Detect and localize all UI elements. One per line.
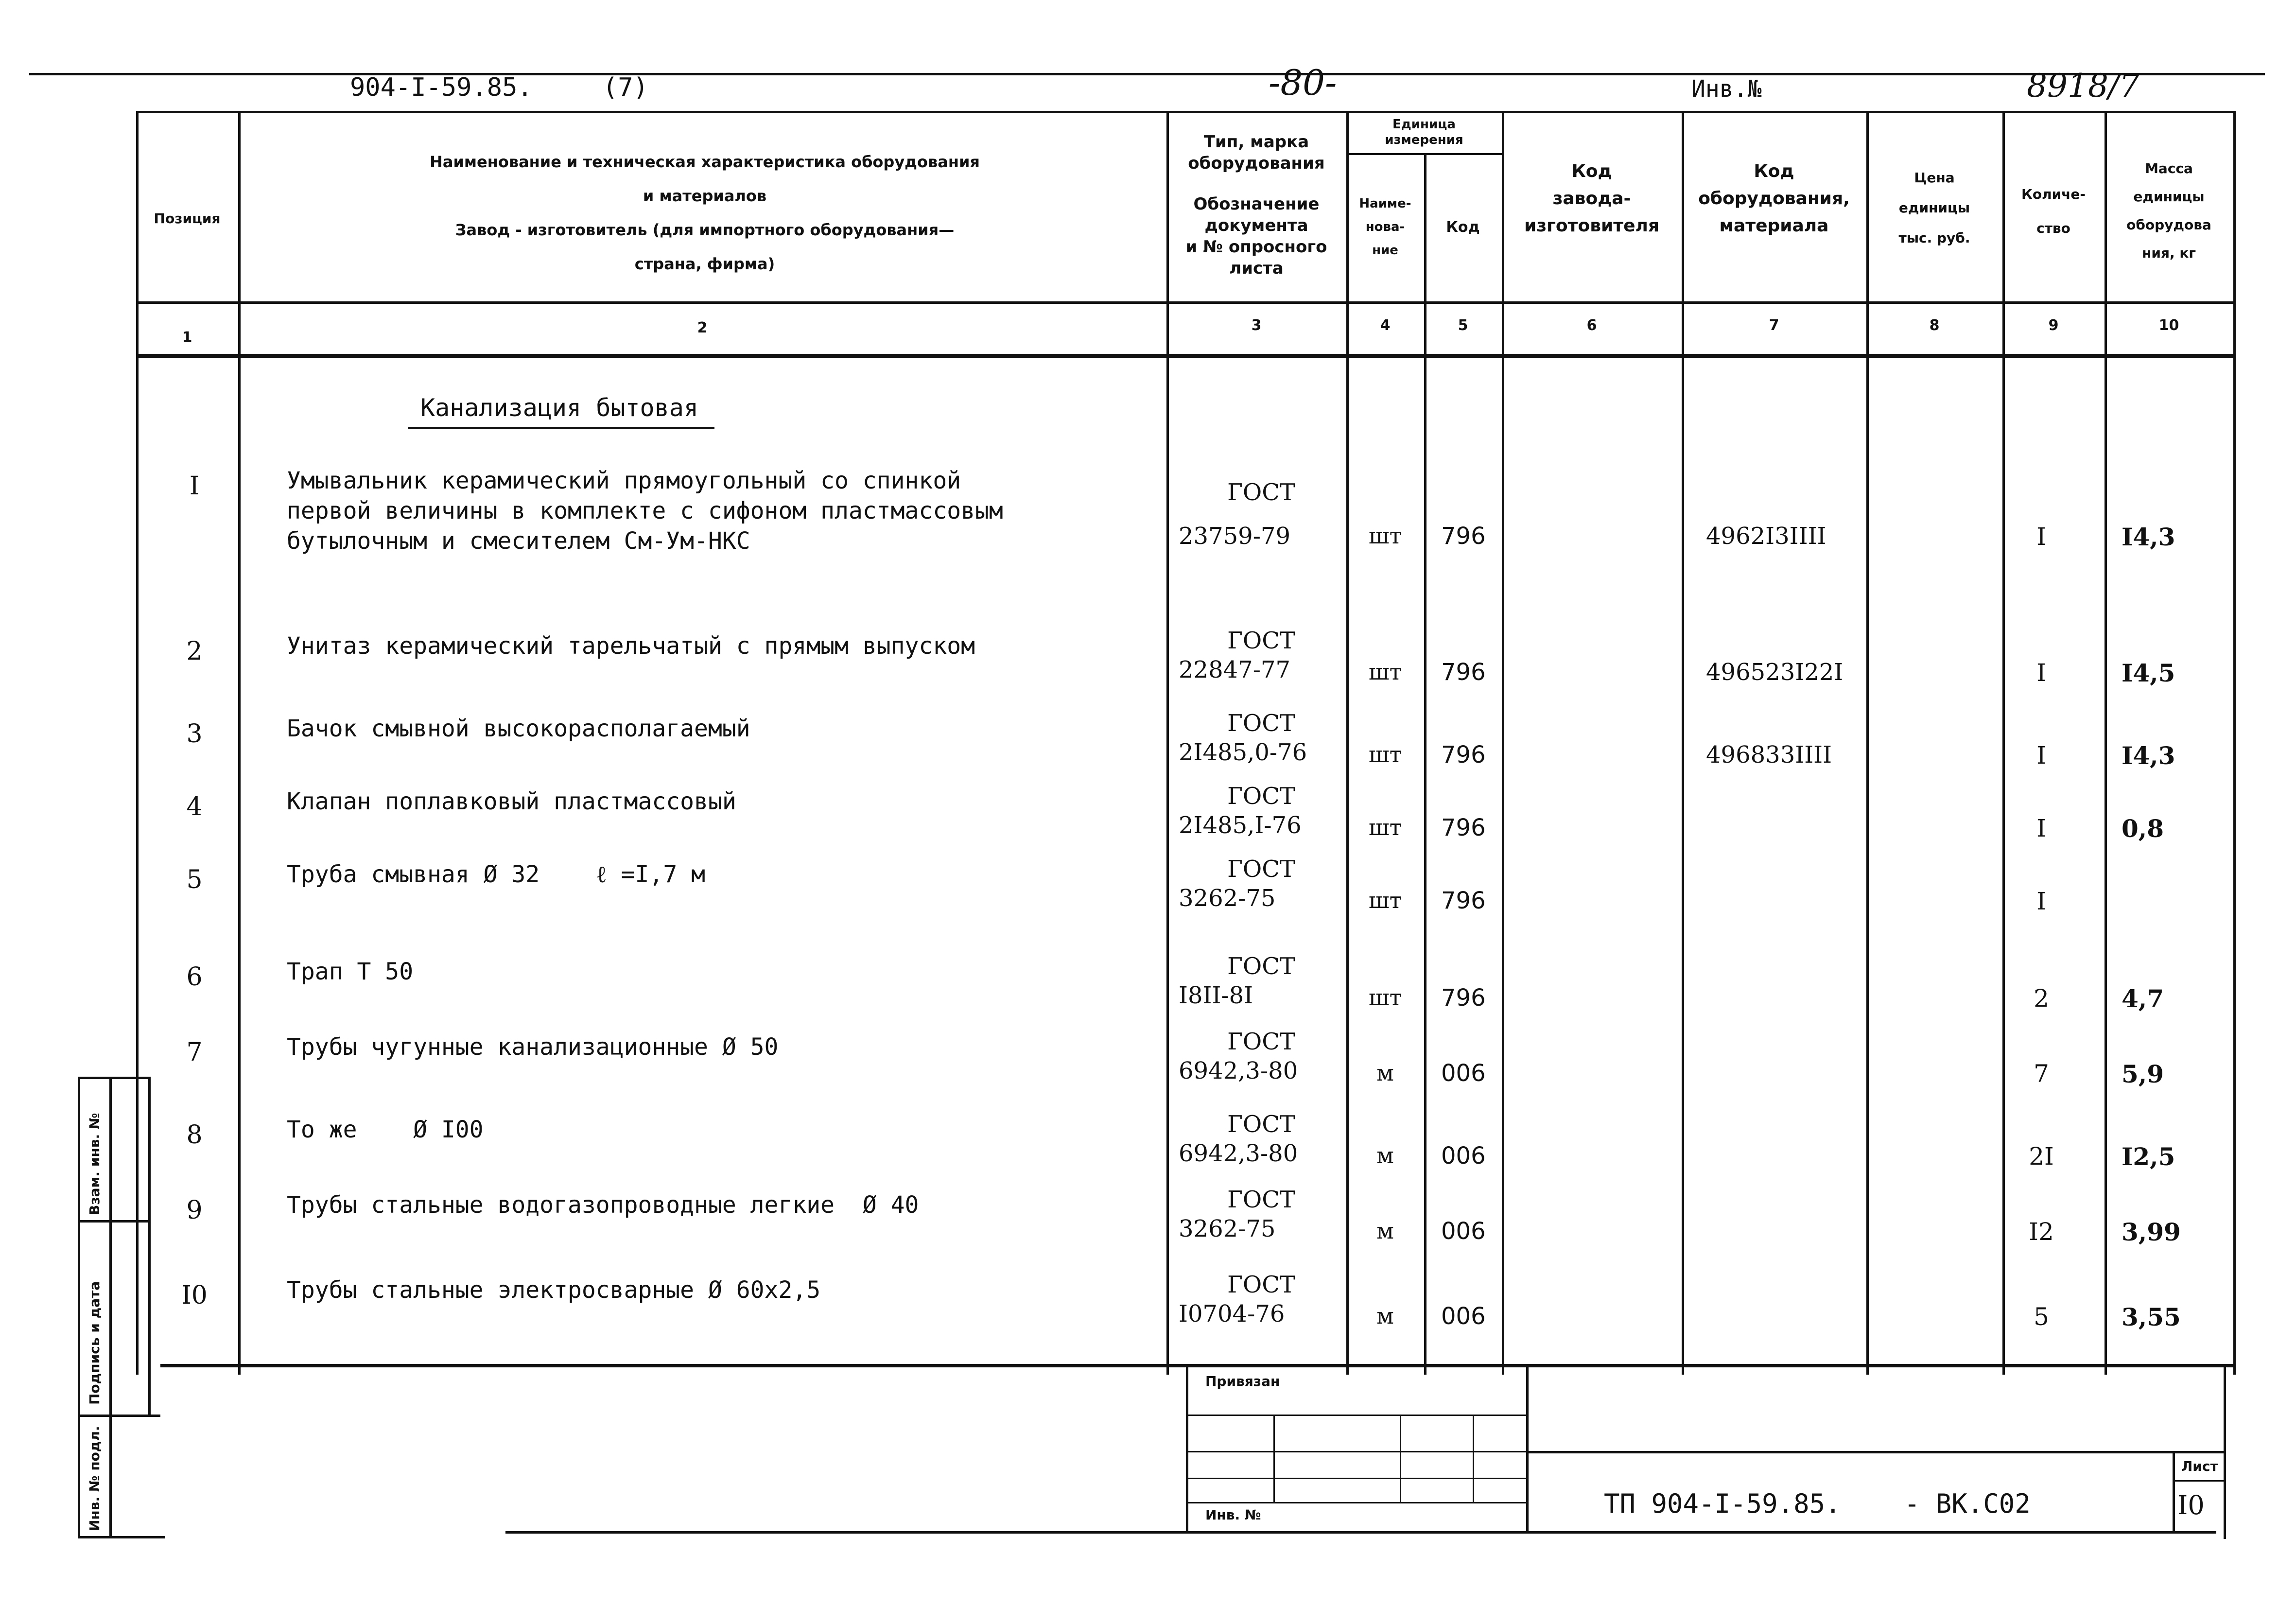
- row-doc-type: ГОСТ: [1227, 1271, 1295, 1298]
- row-unit-code: 006: [1441, 1218, 1486, 1245]
- column-number: 2: [697, 319, 708, 336]
- row-doc-number: 2I485,I-76: [1179, 812, 1302, 839]
- stamp-vzam-inv: Взам. инв. №: [87, 1113, 103, 1215]
- row-equipment-code: 496833IIII: [1706, 741, 1832, 769]
- row-unit: шт: [1368, 984, 1402, 1011]
- header-position: Позиция: [154, 210, 221, 227]
- header-quantity: Количе- ство: [2021, 186, 2086, 236]
- column-number: 4: [1380, 317, 1391, 334]
- row-doc-number: I0704-76: [1179, 1300, 1285, 1328]
- row-doc-type: ГОСТ: [1227, 856, 1295, 883]
- row-unit-code: 796: [1441, 984, 1486, 1012]
- header-name: Наименование и техническая характеристика оборудования и материалов Завод - изготовитель (для импортного оборудования— страна, фирма): [430, 153, 980, 273]
- row-doc-number: 23759-79: [1179, 523, 1290, 550]
- row-mass: 3,55: [2122, 1303, 2181, 1331]
- column-number: 8: [1929, 317, 1940, 334]
- row-doc-type: ГОСТ: [1227, 710, 1295, 737]
- header-unit-name: Наиме- нова- ние: [1359, 196, 1411, 258]
- row-name: Трап Т 50: [287, 958, 414, 985]
- row-position: 7: [186, 1038, 203, 1067]
- column-number: 5: [1458, 317, 1468, 334]
- row-unit-code: 006: [1441, 1142, 1486, 1170]
- row-name: Унитаз керамический тарельчатый с прямым выпуском: [287, 632, 975, 660]
- column-number: 10: [2158, 317, 2179, 334]
- row-unit-code: 006: [1441, 1060, 1486, 1087]
- row-quantity: I: [2036, 887, 2046, 915]
- stamp-inv-podl: Инв. № подл.: [87, 1426, 103, 1531]
- inv-value: 8918/7: [2027, 67, 2140, 105]
- row-name: Трубы стальные электросварные Ø 60х2,5: [287, 1276, 821, 1304]
- row-unit: шт: [1368, 659, 1402, 685]
- inv-label: Инв.№: [1691, 75, 1762, 103]
- row-position: 9: [186, 1196, 203, 1225]
- row-doc-type: ГОСТ: [1227, 953, 1295, 980]
- row-name: Бачок смывной высокорасполагаемый: [287, 715, 750, 742]
- row-quantity: I: [2036, 659, 2046, 687]
- row-name: Клапан поплавковый пластмассовый: [287, 788, 736, 815]
- row-equipment-code: 4962I3IIII: [1706, 523, 1826, 550]
- row-unit-code: 796: [1441, 887, 1486, 914]
- row-unit: шт: [1368, 887, 1402, 913]
- row-position: 2: [186, 637, 203, 666]
- row-mass: I4,5: [2122, 659, 2175, 687]
- row-unit: шт: [1368, 814, 1402, 840]
- row-name: То же Ø I00: [287, 1116, 484, 1143]
- row-name: Трубы чугунные канализационные Ø 50: [287, 1033, 779, 1061]
- row-position: 3: [186, 719, 203, 749]
- header-plant-code: Код завода- изготовителя: [1524, 161, 1660, 236]
- row-unit: м: [1376, 1303, 1394, 1329]
- row-quantity: 5: [2034, 1303, 2049, 1331]
- part-number: (7): [603, 73, 648, 102]
- inv-no-label: Инв. №: [1205, 1507, 1261, 1523]
- row-unit: шт: [1368, 741, 1402, 768]
- column-number: 6: [1586, 317, 1597, 334]
- row-doc-number: 2I485,0-76: [1179, 739, 1307, 766]
- row-mass: I4,3: [2122, 741, 2175, 770]
- row-quantity: I2: [2029, 1218, 2054, 1246]
- row-doc-number: 6942,3-80: [1179, 1140, 1298, 1167]
- row-doc-type: ГОСТ: [1227, 627, 1295, 654]
- row-quantity: I: [2036, 814, 2046, 842]
- sheet-number: I0: [2177, 1490, 2205, 1520]
- row-mass: 3,99: [2122, 1218, 2181, 1246]
- row-position: 8: [186, 1120, 203, 1150]
- row-mass: I2,5: [2122, 1142, 2175, 1171]
- row-doc-type: ГОСТ: [1227, 783, 1295, 810]
- row-doc-number: 22847-77: [1179, 656, 1290, 683]
- row-position: 5: [186, 865, 203, 894]
- sheet-label: Лист: [2181, 1458, 2218, 1474]
- row-unit: м: [1376, 1218, 1394, 1244]
- page-number: -80-: [1269, 62, 1337, 103]
- doc-code: 904-I-59.85.: [350, 73, 533, 102]
- row-name: Трубы стальные водогазопроводные легкие Ø 40: [287, 1191, 919, 1219]
- row-unit-code: 796: [1441, 523, 1486, 550]
- row-unit: м: [1376, 1060, 1394, 1086]
- row-quantity: 2: [2034, 984, 2049, 1013]
- row-mass: 4,7: [2122, 984, 2164, 1013]
- row-name: Умывальник керамический прямоугольный со спинкой первой величины в комплекте с сифоном пластмассовым бутылочным и смесителем См-Ум-НКС: [287, 467, 1003, 555]
- header-type-document: Тип, марка оборудования Обозначение документа и № опросного листа: [1185, 132, 1327, 278]
- header-unit-code: Код: [1446, 219, 1480, 236]
- row-quantity: 2I: [2029, 1142, 2054, 1170]
- row-position: 4: [186, 792, 203, 821]
- document-designation: ТП 904-I-59.85. - ВК.С02: [1604, 1488, 2031, 1519]
- row-unit-code: 796: [1441, 814, 1486, 841]
- header-equipment-code: Код оборудования, материала: [1698, 161, 1850, 236]
- row-unit: м: [1376, 1142, 1394, 1169]
- row-mass: 5,9: [2122, 1060, 2164, 1088]
- row-position: I: [189, 472, 200, 501]
- row-quantity: I: [2036, 741, 2046, 769]
- stamp-sign-date: Подпись и дата: [87, 1281, 103, 1405]
- row-equipment-code: 496523I22I: [1706, 659, 1844, 686]
- row-doc-number: 6942,3-80: [1179, 1057, 1298, 1084]
- row-doc-type: ГОСТ: [1227, 1028, 1295, 1055]
- row-doc-type: ГОСТ: [1227, 1111, 1295, 1138]
- column-number: 1: [182, 329, 192, 346]
- row-unit: шт: [1368, 523, 1402, 549]
- row-unit-code: 796: [1441, 741, 1486, 769]
- header-unit-group: Единица измерения: [1385, 117, 1463, 147]
- row-unit-code: 796: [1441, 659, 1486, 686]
- row-position: 6: [186, 962, 203, 992]
- header-price: Цена единицы тыс. руб.: [1898, 170, 1970, 246]
- row-quantity: 7: [2034, 1060, 2049, 1088]
- row-quantity: I: [2036, 523, 2046, 551]
- row-doc-type: ГОСТ: [1227, 479, 1295, 506]
- row-mass: I4,3: [2122, 523, 2175, 551]
- column-number: 7: [1769, 317, 1779, 334]
- row-doc-type: ГОСТ: [1227, 1186, 1295, 1213]
- row-name: Труба смывная Ø 32 ℓ =I,7 м: [287, 861, 706, 888]
- row-position: I0: [181, 1281, 208, 1310]
- column-number: 3: [1251, 317, 1262, 334]
- row-mass: 0,8: [2122, 814, 2164, 843]
- row-doc-number: 3262-75: [1179, 885, 1276, 912]
- row-unit-code: 006: [1441, 1303, 1486, 1330]
- row-doc-number: 3262-75: [1179, 1215, 1276, 1242]
- attached-label: Привязан: [1205, 1373, 1280, 1389]
- section-title: Канализация бытовая: [420, 394, 698, 422]
- row-doc-number: I8II-8I: [1179, 982, 1253, 1009]
- column-number: 9: [2048, 317, 2059, 334]
- header-mass: Масса единицы оборудова ния, кг: [2126, 160, 2211, 261]
